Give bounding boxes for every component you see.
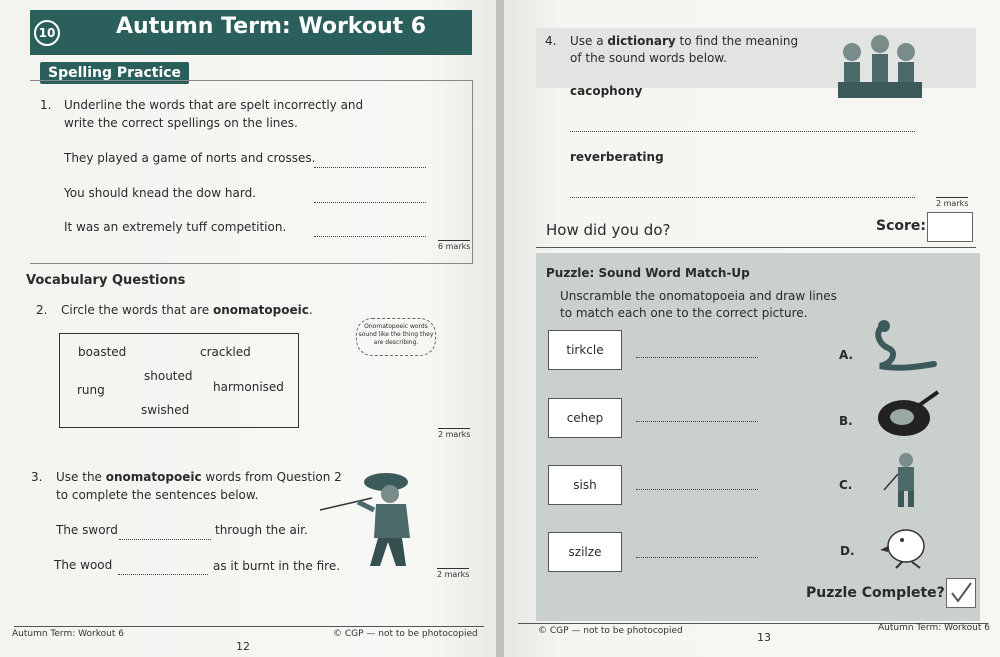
workout-number-badge: 10 [34,20,60,46]
q3-sentence-2-start: The wood [54,558,113,572]
puzzle-instruction-line2: to match each one to the correct picture. [560,306,808,320]
tick-icon [947,579,975,607]
q4-instruction-line2: of the sound words below. [570,51,727,65]
score-box[interactable] [927,212,973,242]
ice-fisherman-picture [878,450,928,510]
meaning-line-1[interactable] [570,130,915,132]
right-page [504,0,1000,657]
scrambled-word-4: szilze [548,532,622,572]
puzzle-title: Puzzle: Sound Word Match-Up [546,266,750,280]
picture-letter-b: B. [839,414,853,428]
pirate-swordsman-illustration [318,462,430,574]
duck-picture [878,516,938,570]
picture-letter-d: D. [840,544,855,558]
answer-line-3[interactable] [314,235,426,237]
q3-sentence-1-end: through the air. [215,523,308,537]
unscramble-line-4[interactable] [636,556,758,558]
page-number: 12 [236,640,250,653]
q3-answer-line-1[interactable] [119,538,211,540]
vocab-marks: 2 marks [438,430,471,439]
page-number: 13 [757,631,771,644]
vocab-section-title: Vocabulary Questions [26,273,186,288]
q3-answer-line-2[interactable] [118,573,208,575]
word-option[interactable]: rung [77,383,105,397]
q1-instruction-line1: Underline the words that are spelt incorrectly and [64,98,364,112]
snake-picture [870,318,940,372]
word-option[interactable]: harmonised [213,380,284,394]
q3-marks: 2 marks [437,570,470,579]
left-page [0,0,496,657]
q3-number: 3. [31,470,43,484]
dictionary-word-2: reverberating [570,150,664,164]
q2-number: 2. [36,303,48,317]
q3-instruction-line1: Use the onomatopoeic words from Question 2 [56,470,342,484]
page-title: Autumn Term: Workout 6 [116,14,427,39]
q4-marks: 2 marks [936,199,969,208]
spelling-section-title: Spelling Practice [40,62,189,84]
dictionary-word-1: cacophony [570,84,643,98]
picture-letter-c: C. [839,478,853,492]
copyright-notice: © CGP — not to be photocopied [538,626,683,636]
q4-number: 4. [545,34,557,48]
frying-pan-picture [876,390,940,440]
choir-singers-illustration [834,30,926,102]
picture-letter-a: A. [839,348,854,362]
q2-instruction: Circle the words that are onomatopoeic. [61,303,313,317]
unscramble-line-1[interactable] [636,356,758,358]
unscramble-line-2[interactable] [636,420,758,422]
spelling-sentence-2: You should knead the dow hard. [64,186,256,200]
scrambled-word-2: cehep [548,398,622,438]
scrambled-word-3: sish [548,465,622,505]
answer-line-1[interactable] [314,166,426,168]
puzzle-instruction-line1: Unscramble the onomatopoeia and draw lines [560,289,837,303]
spelling-marks: 6 marks [438,242,471,251]
puzzle-complete-label: Puzzle Complete? [806,585,945,601]
score-label: Score: [876,218,926,234]
word-option[interactable]: swished [141,403,190,417]
meaning-line-2[interactable] [570,196,915,198]
word-option[interactable]: crackled [200,345,251,359]
scrambled-word-1: tirkcle [548,330,622,370]
puzzle-complete-checkbox[interactable] [946,578,976,608]
q1-number: 1. [40,98,52,112]
unscramble-line-3[interactable] [636,488,758,490]
q3-sentence-2-end: as it burnt in the fire. [213,559,341,573]
footer-rule [14,626,484,627]
how-did-you-do: How did you do? [546,221,671,239]
answer-line-2[interactable] [314,201,426,203]
copyright-notice: © CGP — not to be photocopied [333,629,478,639]
spelling-sentence-1: They played a game of norts and crosses. [64,151,316,165]
q4-instruction-line1: Use a dictionary to find the meaning [570,34,799,48]
word-option[interactable]: shouted [144,369,193,383]
word-option[interactable]: boasted [78,345,127,359]
q3-sentence-1-start: The sword [56,523,118,537]
spelling-sentence-3: It was an extremely tuff competition. [64,220,287,234]
footer-title: Autumn Term: Workout 6 [12,629,124,639]
q1-instruction-line2: write the correct spellings on the lines. [64,116,298,130]
tip-bubble: Onomatopoeic words sound like the thing they are describing. [356,318,436,356]
footer-title: Autumn Term: Workout 6 [878,623,990,633]
section-rule [536,247,976,248]
q3-instruction-line2: to complete the sentences below. [56,488,259,502]
